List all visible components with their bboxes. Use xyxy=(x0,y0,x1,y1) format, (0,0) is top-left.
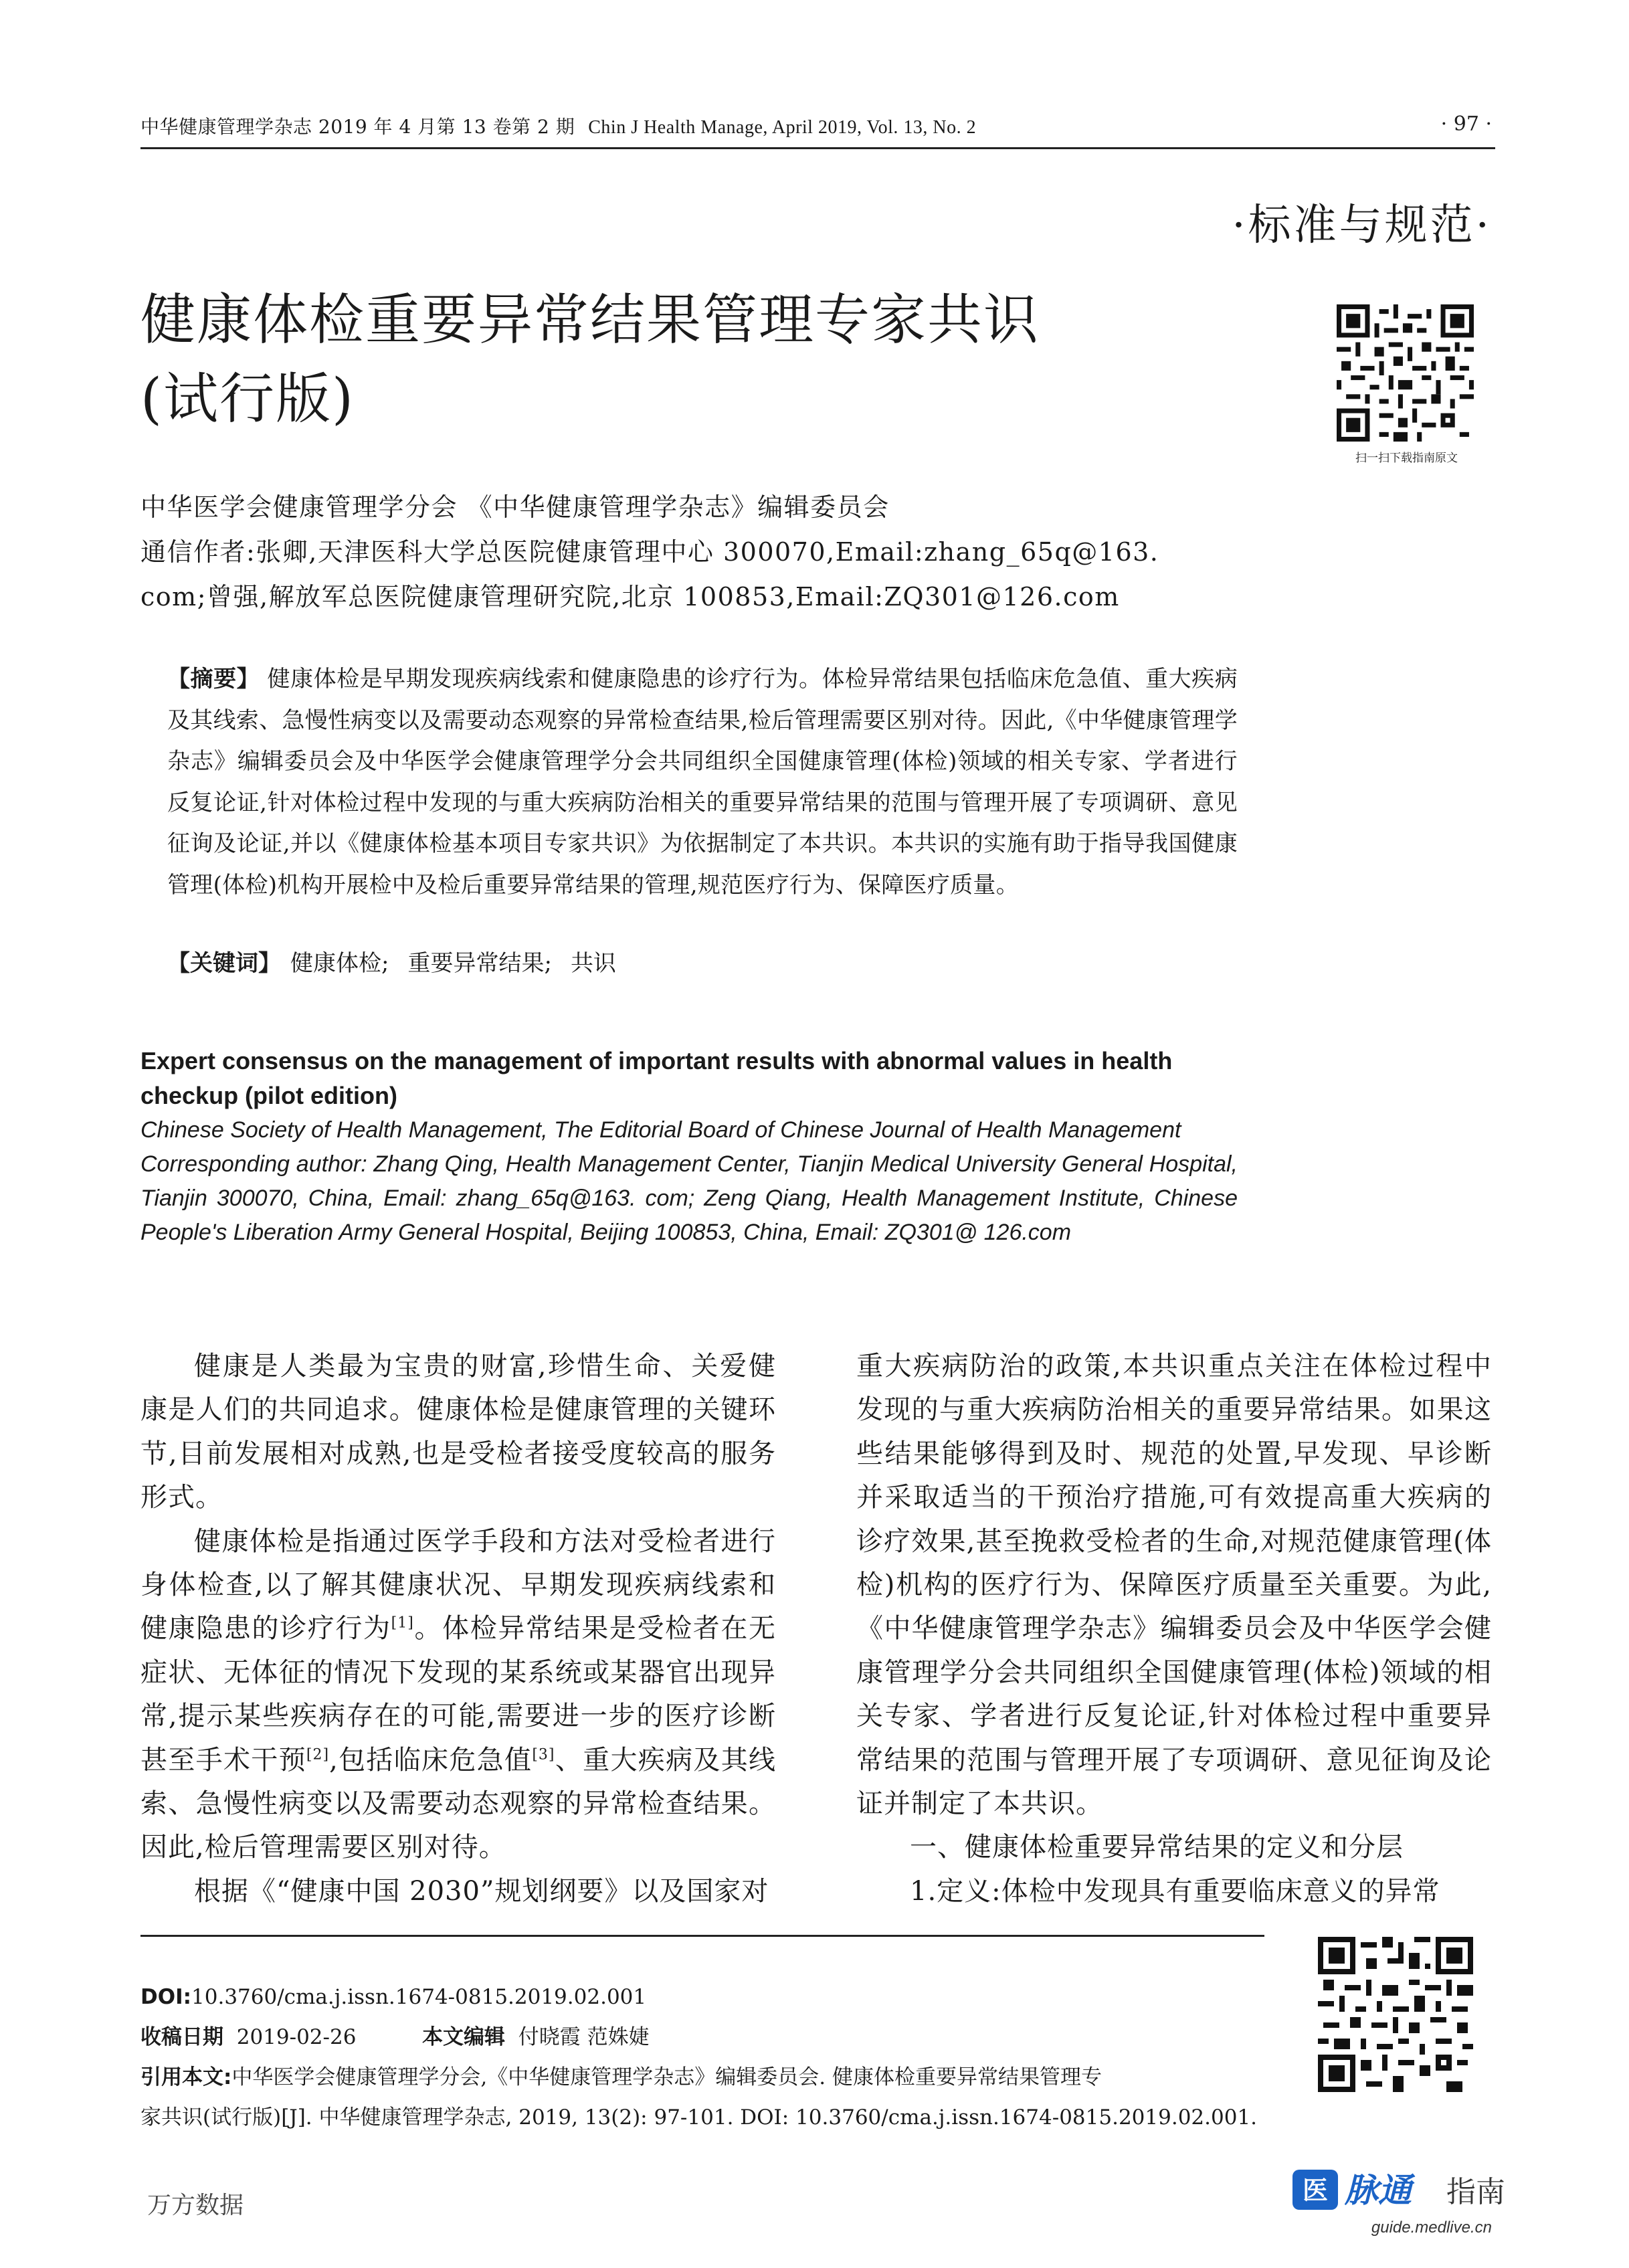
english-title: Expert consensus on the management of important results with abnormal values in health checkup (pilot edition) xyxy=(140,1047,1173,1109)
title-line-1: 健康体检重要异常结果管理专家共识 xyxy=(140,288,1040,352)
corresponding-line-1: 通信作者:张卿,天津医科大学总医院健康管理中心 300070,Email:zhang_65q@163. xyxy=(140,537,1159,567)
qr-code-icon[interactable] xyxy=(1318,1937,1473,2092)
abstract-text: 健康体检是早期发现疾病线索和健康隐患的诊疗行为。体检异常结果包括临床危急值、重大疾病及其线索、急慢性病变以及需要动态观察的异常检查结果,检后管理需要区别对待。因此,《中华健康管理学杂志》编辑委员会及中华医学会健康管理学分会共同组织全国健康管理(体检)领域的相关专家、学者进行反复论证,针对体检过程中发现的与重大疾病防治相关的重要异常结果的范围与管理开展了专项调研、意见征询及论证,并以《健康体检基本项目专家共识》为依据制定了本共识。本共识的实施有助于指导我国健康管理(体检)机构开展检中及检后重要异常结果的管理,规范医疗行为、保障医疗质量。 xyxy=(167,666,1238,899)
logo-brand-text: 脉通 xyxy=(1345,2171,1412,2210)
doi-link[interactable]: 10.3760/cma.j.issn.1674-0815.2019.02.001 xyxy=(191,1985,647,2009)
english-authors xyxy=(140,1113,1238,1250)
body-paragraph xyxy=(140,1520,776,1870)
editors: 付晓霞 范姝婕 xyxy=(518,2025,650,2049)
received-line xyxy=(140,2017,1264,2057)
doi-line xyxy=(140,1977,1264,2017)
body-text: 健康体检是指通过医学手段和方法对受检者进行身体检查,以了解其健康状况、早期发现疾病线索和健康隐患的诊疗行为 xyxy=(140,1525,776,1644)
logo-url: guide.medlive.cn xyxy=(1371,2218,1492,2237)
cite-line-2: 家共识(试行版)[J]. 中华健康管理学杂志, 2019, 13(2): 97-101. DOI: 10.3760/cma.j.issn.1674-0815.2019.02.001. xyxy=(140,2105,1258,2130)
doi-label: DOI: xyxy=(140,1985,192,2009)
journal-cn: 中华健康管理学杂志 2019 年 4 月第 13 卷第 2 期 xyxy=(140,116,575,138)
body-text: 、重大疾病及其线索、急慢性病变以及需要动态观察的异常检查结果。因此,检后管理需要区别对待。 xyxy=(140,1744,777,1863)
body-paragraph: 健康是人类最为宝贵的财富,珍惜生命、关爱健康是人们的共同追求。健康体检是健康管理的关键环节,目前发展相对成熟,也是受检者接受度较高的服务形式。 xyxy=(140,1351,776,1513)
body-right-column xyxy=(856,1345,1492,1913)
cite-line-1 xyxy=(140,2057,1264,2097)
keyword-item: 重要异常结果; xyxy=(407,950,552,977)
running-head xyxy=(140,112,976,139)
logo-char: 医 xyxy=(1302,2176,1329,2205)
footnote xyxy=(140,1977,1264,2138)
received-label: 收稿日期 xyxy=(140,2025,223,2049)
body-paragraph: 1.定义:体检中发现具有重要临床意义的异常 xyxy=(910,1875,1440,1907)
article-title xyxy=(140,281,1278,439)
corresponding-line-2: com;曾强,解放军总医院健康管理研究院,北京 100853,Email:ZQ301@126.com xyxy=(140,582,1120,611)
abstract-label: 【摘要】 xyxy=(167,666,260,692)
title-line-2: (试行版) xyxy=(140,367,355,431)
keywords-label: 【关键词】 xyxy=(167,950,281,977)
page-number: · 97 · xyxy=(1440,112,1492,136)
footnote-rule xyxy=(140,1935,1264,1937)
medlive-logo[interactable] xyxy=(1291,2151,1505,2245)
abstract xyxy=(167,659,1238,906)
citation-link[interactable]: [1] xyxy=(391,1615,414,1632)
body-text: 。体检异常结果是受检者在无症状、无体征的情况下发现的某系统或某器官出现异常,提示某些疾病存在的可能,需要进一步的医疗诊断甚至手术干预 xyxy=(140,1613,777,1776)
body-paragraph: 重大疾病防治的政策,本共识重点关注在体检过程中发现的与重大疾病防治相关的重要异常结果。如果这些结果能够得到及时、规范的处置,早发现、早诊断并采取适当的干预治疗措施,可有效提高重大疾病的诊疗效果,甚至挽救受检者的生命,对规范健康管理(体检)机构的医疗行为、保障医疗质量至关重要。为此,《中华健康管理学杂志》编辑委员会及中华医学会健康管理学分会共同组织全国健康管理(体检)领域的相关专家、学者进行反复论证,针对体检过程中重要异常结果的范围与管理开展了专项调研、意见征询及论证并制定了本共识。 xyxy=(856,1351,1492,1820)
journal-en: Chin J Health Manage, April 2019, Vol. 13, No. 2 xyxy=(588,117,977,138)
author-orgs: 中华医学会健康管理学分会 《中华健康管理学杂志》编辑委员会 xyxy=(140,492,890,522)
cite-label: 引用本文: xyxy=(140,2065,232,2089)
section-heading: 一、健康体检重要异常结果的定义和分层 xyxy=(910,1832,1404,1863)
qr-code-icon[interactable] xyxy=(1337,304,1474,442)
author-block xyxy=(140,485,1499,620)
qr-caption: 扫一扫下载指南原文 xyxy=(1355,452,1458,465)
received-date: 2019-02-26 xyxy=(236,2025,357,2049)
keyword-item: 健康体检; xyxy=(290,950,389,977)
keyword-item: 共识 xyxy=(570,950,616,977)
citation-link[interactable]: [2] xyxy=(306,1746,330,1764)
cite-text: 中华医学会健康管理学分会,《中华健康管理学杂志》编辑委员会. 健康体检重要异常结果管理专 xyxy=(231,2065,1102,2089)
english-correspondence: Corresponding author: Zhang Qing, Health Management Center, Tianjin Medical University General Hospital, Tianjin 300070, China, Email: zhang_65q@163. com; Zeng Qiang, Health Management Institute, Chinese People's Liberation Army General Hospital, Beijing 100853, China, Email: ZQ301@ 126.com xyxy=(140,1151,1238,1245)
body-paragraph: 根据《“健康中国 2030”规划纲要》以及国家对 xyxy=(194,1875,769,1907)
body-text: ,包括临床危急值 xyxy=(329,1744,533,1776)
editor-label: 本文编辑 xyxy=(422,2025,505,2049)
body-left-column xyxy=(140,1345,776,1913)
section-label: ·标准与规范· xyxy=(1232,201,1492,250)
english-org: Chinese Society of Health Management, The Editorial Board of Chinese Journal of Health Management xyxy=(140,1117,1181,1143)
logo-suffix: 指南 xyxy=(1446,2175,1505,2209)
citation-link[interactable]: [3] xyxy=(532,1746,555,1764)
keywords xyxy=(167,943,1238,983)
wanfang-watermark: 万方数据 xyxy=(147,2192,244,2219)
header-rule xyxy=(140,147,1495,149)
